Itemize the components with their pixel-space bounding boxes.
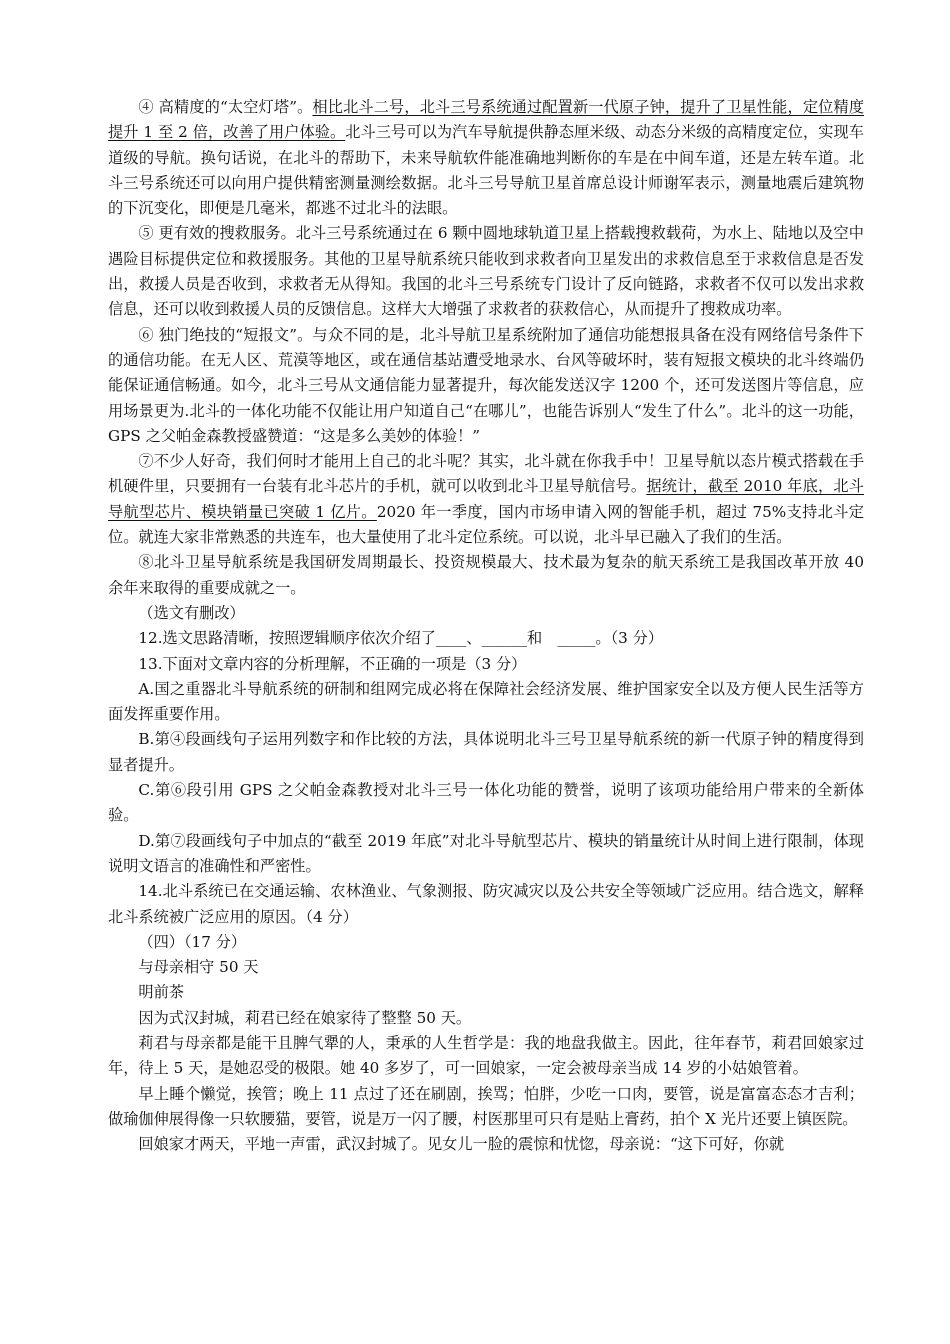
paragraph-p6 xyxy=(108,323,864,449)
paragraph-s1 xyxy=(108,1006,864,1031)
text-run: 12.选文思路清晰，按照逻辑顺序依次介绍了____、______和 _____。（3 分） xyxy=(138,629,664,648)
paragraph-p5 xyxy=(108,221,864,322)
paragraph-q13 xyxy=(108,652,864,677)
paragraph-q14 xyxy=(108,879,864,930)
text-run: （选文有删改） xyxy=(138,603,245,622)
text-run: 14.北斗系统已在交通运输、农林渔业、气象测报、防灾减灾以及公共安全等领域广泛应用。结合选文，解释北斗系统被广泛应用的原因。（4 分） xyxy=(108,882,864,926)
underlined-sentence: 相比北斗二号，北斗三号系统通过配置新一代原子钟，提升了卫星性能，定位精度提升 1 至 2 倍，改善了用户体验。 xyxy=(108,98,865,142)
paragraph-q13a xyxy=(108,677,864,728)
text-run: ④ 高精度的“太空灯塔”。 xyxy=(138,98,313,116)
text-run: 明前茶 xyxy=(138,983,184,1002)
text-run: 2020 年一季度，国内市场申请入网的智能手机，超过 75%支持北斗定位。就连大家非常熟悉的共连车，也大量使用了北斗定位系统。可以说，北斗早已融入了我们的生活。 xyxy=(108,502,864,547)
text-run: D.第⑦段画线句子中加点的“截至 2019 年底”对北斗导航型芯片、模块的销量统计从时间上进行限制，体现说明文语言的准确性和严密性。 xyxy=(108,831,864,875)
text-run: 北斗三号可以为汽车导航提供静态厘米级、动态分米级的高精度定位，实现车道级的导航。换句话说，在北斗的帮助下，未来导航软件能准确地判断你的车是在中间车道，还是左转车道。北斗三号系统还可以向用户提供精密测量测绘数据。北斗三号导航卫星首席总设计师谢军表示，测量地震后建筑物的下沉变化，即便是几毫米，都逃不过北斗的法眼。 xyxy=(108,123,864,218)
text-run: （四）（17 分） xyxy=(138,932,247,951)
text-run: 与母亲相守 50 天 xyxy=(138,958,259,977)
text-run: 回娘家才两天，平地一声雷，武汉封城了。见女儿一脸的震惊和忧惚，母亲说：“这下可好，你就 xyxy=(138,1135,785,1154)
paragraph-s3 xyxy=(108,1082,864,1133)
paragraph-q13d xyxy=(108,829,864,880)
paragraph-title xyxy=(108,955,864,980)
underlined-sentence: 据统计，截至 2010 年底，北斗导航型芯片、模块销量已突破 1 亿片。 xyxy=(108,477,864,521)
text-run: B.第④段画线句子运用列数字和作比较的方法，具体说明北斗三号卫星导航系统的新一代原子钟的精度得到显者提升。 xyxy=(108,730,864,774)
paragraph-q12 xyxy=(108,626,864,651)
paragraph-author xyxy=(108,980,864,1005)
paragraph-p4 xyxy=(108,95,864,221)
paragraph-note xyxy=(108,601,864,626)
text-run: ⑧北斗卫星导航系统是我国研发周期最长、投资规模最大、技术最为复杂的航天系统工是我国改革开放 40 余年来取得的重要成就之一。 xyxy=(108,553,864,597)
text-run: C.第⑥段引用 GPS 之父帕金森教授对北斗三号一体化功能的赞誉，说明了该项功能给用户带来的全新体验。 xyxy=(108,781,864,825)
text-run: 早上睡个懒觉，挨管；晚上 11 点过了还在刷剧，挨骂；怕胖，少吃一口肉，要管，说是富富态态才吉利；做瑜伽伸展得像一只软腰猫，要管，说是万一闪了腰，村医那里可只有是贴上膏药，拍个 X 光片还要上镇医院。 xyxy=(108,1084,864,1128)
paragraph-sec4 xyxy=(108,930,864,955)
paragraph-p7 xyxy=(108,449,864,550)
text-run: 莉君与母亲都是能干且脾气犟的人，秉承的人生哲学是：我的地盘我做主。因此，往年春节，莉君回娘家过年，待上 5 天，是她忍受的极限。她 40 多岁了，可一回娘家，一定会被母亲当成 14 岁的小姑娘管着。 xyxy=(108,1033,864,1078)
paragraph-s2 xyxy=(108,1031,864,1082)
paragraph-s4 xyxy=(108,1132,864,1157)
text-run: ⑤ 更有效的搜救服务。北斗三号系统通过在 6 颗中圆地球轨道卫星上搭载搜救载荷，为水上、陆地以及空中遇险目标提供定位和救援服务。其他的卫星导航系统只能收到求救者向卫星发出的求救信息至于求救信息是否发出，救援人员是否收到，求救者无从得知。我国的北斗三号系统专门设计了反向链路，求救者不仅可以发出求救信息，还可以收到救援人员的反馈信息。这样大大增强了求救者的获救信心，从而提升了搜救成功率。 xyxy=(108,224,864,319)
paragraph-q13c xyxy=(108,778,864,829)
text-run: 13.下面对文章内容的分析理解，不正确的一项是（3 分） xyxy=(138,654,527,673)
text-run: ⑦不少人好奇，我们何时才能用上自己的北斗呢？其实，北斗就在你我手中！卫星导航以态片模式搭载在手机硬件里，只要拥有一台装有北斗芯片的手机，就可以收到北斗卫星导航信号。 xyxy=(108,452,864,496)
text-run: ⑥ 独门绝技的“短报文”。与众不同的是，北斗导航卫星系统附加了通信功能想报具备在没有网络信号条件下的通信功能。在无人区、荒漠等地区，或在通信基站遭受地录水、台风等破坏时，装有短报文模块的北斗终端仍能保证通信畅通。如今，北斗三号从文通信能力显著提升，每次能发送汉字 1200 个，还可发送图片等信息，应用场景更为.北斗的一体化功能不仅能让用户知道自己“在哪儿”，也能告诉别人“发生了什么”。北斗的这一功能，GPS 之父帕金森教授盛赞道：“这是多么美妙的体验！” xyxy=(108,325,864,445)
paragraph-q13b xyxy=(108,727,864,778)
text-run: 因为式汉封城，莉君已经在娘家待了整整 50 天。 xyxy=(138,1008,472,1027)
text-run: A.国之重器北斗导航系统的研制和组网完成必将在保障社会经济发展、维护国家安全以及方便人民生活等方面发挥重要作用。 xyxy=(108,679,864,724)
paragraph-p8 xyxy=(108,550,864,601)
